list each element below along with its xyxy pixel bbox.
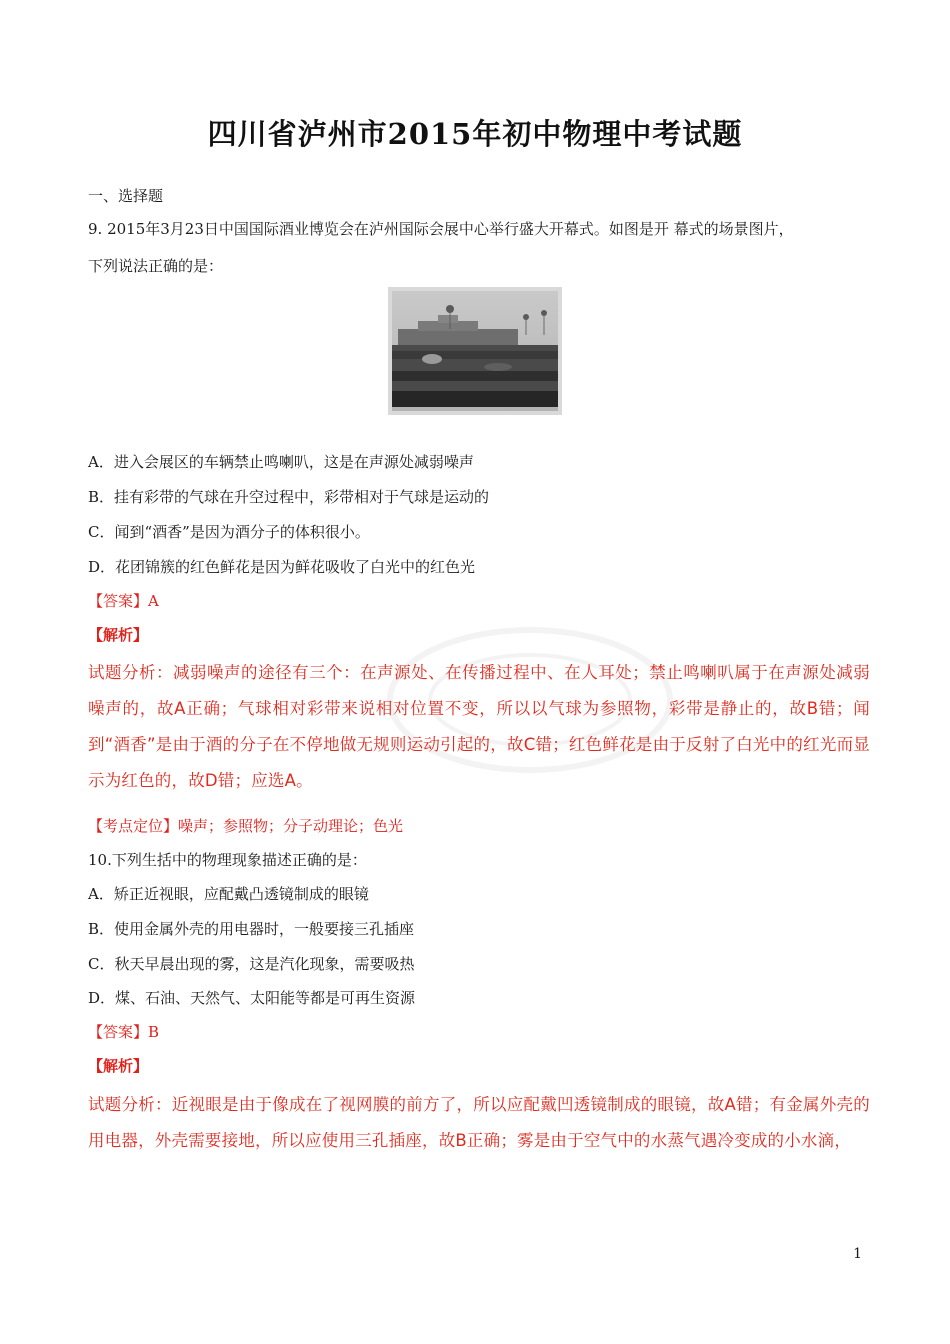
page-title: 四川省泸州市2015年初中物理中考试题 [207, 117, 743, 151]
question-10-option-c: C．秋天早晨出现的雾，这是汽化现象，需要吸热 [88, 955, 415, 973]
answer-label: 【答案】 [88, 592, 149, 610]
question-9-kaodian [88, 816, 403, 836]
question-9-option-a: A．进入会展区的车辆禁止鸣喇叭，这是在声源处减弱噪声 [88, 453, 474, 471]
question-9-analysis-label: 【解析】 [88, 626, 149, 644]
question-9-option-d: D．花团锦簇的红色鲜花是因为鲜花吸收了白光中的红色光 [88, 558, 476, 576]
answer-label: 【答案】 [88, 1023, 149, 1041]
question-10-answer [88, 1022, 159, 1042]
section-heading: 一、选择题 [88, 187, 164, 205]
question-9-answer [88, 591, 159, 611]
question-10-analysis-label: 【解析】 [88, 1057, 149, 1075]
question-10-option-a: A．矫正近视眼，应配戴凸透镜制成的眼镜 [88, 885, 369, 903]
answer-value: B [148, 1023, 160, 1041]
question-9-stem-line-1: 9. 2015年3月23日中国国际酒业博览会在泸州国际会展中心举行盛大开幕式。如图是开 幕式的场景图片， [88, 220, 794, 238]
question-9-stem-line-2: 下列说法正确的是： [88, 257, 224, 275]
question-9-option-c: C．闻到“酒香”是因为酒分子的体积很小。 [88, 523, 370, 541]
answer-value: A [148, 592, 159, 610]
exhibition-photo [388, 287, 562, 415]
question-9-option-b: B．挂有彩带的气球在升空过程中，彩带相对于气球是运动的 [88, 488, 490, 506]
question-10-option-b: B．使用金属外壳的用电器时，一般要接三孔插座 [88, 920, 415, 938]
question-9-analysis-text: 试题分析：减弱噪声的途径有三个：在声源处、在传播过程中、在人耳处；禁止鸣喇叭属于在声源处减弱噪声的，故A正确；气球相对彩带来说相对位置不变，所以以气球为参照物，彩带是静止的，故B错；闻到“酒香”是由于酒的分子在不停地做无规则运动引起的，故C错；红色鲜花是由于反射了白光中的红光而显示为红色的，故D错；应选A。 [88, 663, 870, 790]
kaodian-label: 【考点定位】 [88, 817, 179, 835]
question-10-analysis-text: 试题分析：近视眼是由于像成在了视网膜的前方了，所以应配戴凹透镜制成的眼镜，故A错；有金属外壳的用电器，外壳需要接地，所以应使用三孔插座，故B正确；雾是由于空气中的水蒸气遇冷变成的小水滴， [88, 1095, 870, 1150]
question-10-option-d: D．煤、石油、天然气、太阳能等都是可再生资源 [88, 989, 416, 1007]
question-10-stem: 10.下列生括中的物理现象描述正确的是： [88, 851, 367, 869]
kaodian-value: 噪声；参照物；分子动理论；色光 [178, 817, 404, 835]
page-number: 1 [853, 1246, 862, 1262]
